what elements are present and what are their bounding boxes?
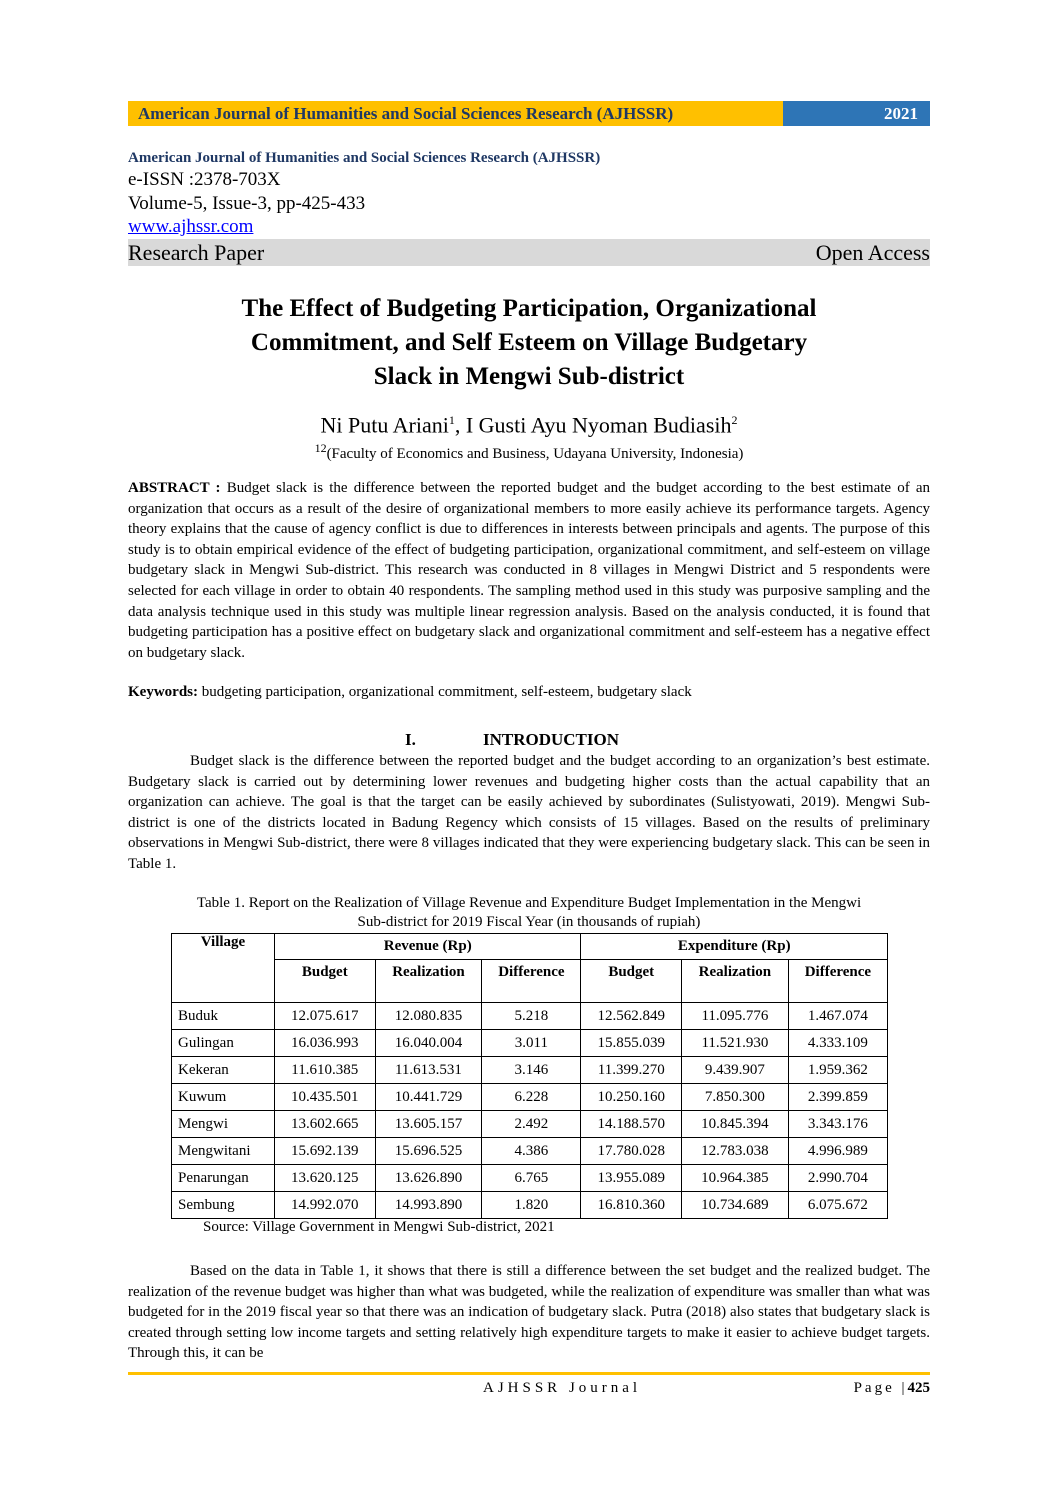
table-body	[172, 1003, 888, 1219]
footer-page-number: 425	[907, 1380, 930, 1396]
col-group-revenue: Revenue (Rp)	[275, 934, 581, 960]
footer-rule	[128, 1372, 930, 1375]
cell-expenditure-budget: 10.250.160	[581, 1084, 682, 1111]
paper-type-bar	[128, 239, 930, 266]
cell-revenue-budget: 10.435.501	[275, 1084, 376, 1111]
col-header-village: Village	[172, 934, 275, 1003]
author-affil-marker: 2	[731, 413, 738, 427]
author-list	[128, 406, 930, 439]
section-title: INTRODUCTION	[483, 730, 620, 749]
abstract	[128, 478, 930, 663]
cell-expenditure-realization: 10.964.385	[682, 1165, 789, 1192]
title-line: The Effect of Budgeting Participation, Organizational	[241, 295, 817, 322]
cell-revenue-realization: 15.696.525	[375, 1138, 482, 1165]
table-row	[172, 1165, 888, 1192]
meta-journal-name: American Journal of Humanities and Social Sciences Research (AJHSSR)	[128, 150, 601, 166]
cell-expenditure-budget: 16.810.360	[581, 1192, 682, 1219]
cell-revenue-budget: 15.692.139	[275, 1138, 376, 1165]
col-header-budget: Budget	[581, 960, 682, 1003]
cell-revenue-difference: 5.218	[482, 1003, 581, 1030]
cell-village: Penarungan	[172, 1165, 275, 1192]
cell-village: Kuwum	[172, 1084, 275, 1111]
cell-expenditure-difference: 4.333.109	[788, 1030, 887, 1057]
author-affiliation	[128, 438, 930, 464]
cell-revenue-realization: 11.613.531	[375, 1057, 482, 1084]
cell-expenditure-realization: 10.845.394	[682, 1111, 789, 1138]
cell-expenditure-budget: 14.188.570	[581, 1111, 682, 1138]
footer-journal: AJHSSR Journal	[483, 1380, 642, 1396]
footer-page	[854, 1378, 930, 1398]
journal-header-bar	[128, 101, 930, 126]
cell-revenue-realization: 14.993.890	[375, 1192, 482, 1219]
body-paragraph: Based on the data in Table 1, it shows that there is still a difference between the set budget and the realized budget. The realization of the revenue budget was higher than what was budgeted, while the realization of expenditure was smaller than what was budgeted for in the 2019 fiscal year so that there was an indication of budgetary slack. Putra (2018) also states that budgetary slack is created through setting low income targets and setting relatively high expenditure targets to make it easier to achieve budget targets. Through this, it can be	[128, 1263, 930, 1362]
cell-expenditure-realization: 11.521.930	[682, 1030, 789, 1057]
cell-revenue-difference: 2.492	[482, 1111, 581, 1138]
intro-paragraph: Budget slack is the difference between the reported budget and the budget according to an organization’s best estimate. Budgetary slack is carried out by determining lower revenues and budgeting higher costs than the actual capability that an organization can achieve. The goal is that the target can be easily achieved by subordinates (Sulistyowati, 2019). Mengwi Sub-district is one of the districts located in Badung Regency which consists of 15 villages. Based on the results of preliminary observations in Mengwi Sub-district, there were 8 villages indicated that they were experiencing budgetary slack. This can be seen in Table 1.	[128, 753, 930, 872]
cell-revenue-budget: 12.075.617	[275, 1003, 376, 1030]
access-type: Open Access	[815, 240, 930, 265]
cell-revenue-budget: 14.992.070	[275, 1192, 376, 1219]
cell-revenue-difference: 3.011	[482, 1030, 581, 1057]
cell-revenue-difference: 3.146	[482, 1057, 581, 1084]
header-journal-name: American Journal of Humanities and Social Sciences Research (AJHSSR)	[128, 101, 783, 126]
cell-village: Mengwi	[172, 1111, 275, 1138]
header-year: 2021	[783, 101, 930, 126]
meta-issn: e-ISSN :2378-703X	[128, 169, 281, 190]
cell-revenue-realization: 10.441.729	[375, 1084, 482, 1111]
caption-line: Table 1. Report on the Realization of Village Revenue and Expenditure Budget Implementation in the Mengwi	[196, 895, 862, 911]
col-header-realization: Realization	[375, 960, 482, 1003]
cell-revenue-budget: 13.620.125	[275, 1165, 376, 1192]
cell-expenditure-budget: 11.399.270	[581, 1057, 682, 1084]
footer-page-label: Page |	[853, 1380, 908, 1396]
meta-volume: Volume-5, Issue-3, pp-425-433	[128, 193, 366, 214]
abstract-text: Budget slack is the difference between the reported budget and the budget according to the best estimate of an organization that occurs as a result of the desire of organizational members to more easily achieve its performance targets. Agency theory explains that the cause of agency conflict is due to differences in interests between principals and agents. The purpose of this study is to obtain empirical evidence of the effect of budgeting participation, organizational commitment, and self-esteem on village budgetary slack in Mengwi Sub-district. This research was conducted in 8 villages in Mengwi District and 5 respondents were selected for each village in order to obtain 40 respondents. The sampling method used in this study was purposive sampling and the data analysis technique used in this study was multiple linear regression analysis. Based on the analysis conducted, it is found that budgeting participation has a positive effect on budgetary slack and organizational commitment and self-esteem has a negative effect on budgetary slack.	[128, 480, 930, 661]
cell-village: Buduk	[172, 1003, 275, 1030]
cell-revenue-realization: 16.040.004	[375, 1030, 482, 1057]
affil-text: (Faculty of Economics and Business, Udayana University, Indonesia)	[326, 446, 744, 462]
table-row	[172, 1030, 888, 1057]
table-row	[172, 1003, 888, 1030]
author-separator: ,	[454, 412, 466, 438]
caption-line: Sub-district for 2019 Fiscal Year (in thousands of rupiah)	[357, 914, 701, 930]
table-row	[172, 1084, 888, 1111]
abstract-label: ABSTRACT :	[128, 480, 221, 496]
keywords-text: budgeting participation, organizational commitment, self-esteem, budgetary slack	[198, 684, 692, 700]
cell-revenue-budget: 13.602.665	[275, 1111, 376, 1138]
journal-metadata	[128, 148, 930, 266]
cell-expenditure-realization: 10.734.689	[682, 1192, 789, 1219]
cell-expenditure-difference: 2.990.704	[788, 1165, 887, 1192]
section-number: I.	[405, 730, 416, 749]
affil-marker: 12	[314, 441, 327, 455]
cell-expenditure-realization: 7.850.300	[682, 1084, 789, 1111]
cell-village: Kekeran	[172, 1057, 275, 1084]
cell-revenue-realization: 12.080.835	[375, 1003, 482, 1030]
cell-revenue-difference: 1.820	[482, 1192, 581, 1219]
cell-expenditure-difference: 6.075.672	[788, 1192, 887, 1219]
journal-website-link[interactable]: www.ajhssr.com	[128, 216, 254, 237]
cell-expenditure-budget: 12.562.849	[581, 1003, 682, 1030]
keywords-label: Keywords:	[128, 684, 198, 700]
cell-revenue-difference: 6.765	[482, 1165, 581, 1192]
cell-revenue-difference: 6.228	[482, 1084, 581, 1111]
paper-type: Research Paper	[128, 240, 265, 265]
table-source: Source: Village Government in Mengwi Sub-district, 2021	[203, 1219, 555, 1235]
author-affil-marker: 1	[448, 413, 455, 427]
col-header-difference: Difference	[788, 960, 887, 1003]
col-header-budget: Budget	[275, 960, 376, 1003]
cell-village: Gulingan	[172, 1030, 275, 1057]
cell-expenditure-difference: 1.467.074	[788, 1003, 887, 1030]
author-name: Ni Putu Ariani	[320, 412, 449, 438]
table-row	[172, 1057, 888, 1084]
paper-title	[128, 292, 930, 394]
cell-revenue-budget: 16.036.993	[275, 1030, 376, 1057]
cell-expenditure-realization: 11.095.776	[682, 1003, 789, 1030]
col-header-realization: Realization	[682, 960, 789, 1003]
author-name: I Gusti Ayu Nyoman Budiasih	[465, 412, 732, 438]
cell-expenditure-budget: 15.855.039	[581, 1030, 682, 1057]
cell-expenditure-difference: 2.399.859	[788, 1084, 887, 1111]
cell-revenue-budget: 11.610.385	[275, 1057, 376, 1084]
table-row	[172, 1138, 888, 1165]
col-group-expenditure: Expenditure (Rp)	[581, 934, 888, 960]
cell-expenditure-difference: 3.343.176	[788, 1111, 887, 1138]
cell-expenditure-difference: 1.959.362	[788, 1057, 887, 1084]
keywords	[128, 682, 930, 702]
budget-table	[171, 933, 888, 1219]
cell-expenditure-realization: 12.783.038	[682, 1138, 789, 1165]
table-row	[172, 1111, 888, 1138]
cell-revenue-difference: 4.386	[482, 1138, 581, 1165]
col-header-difference: Difference	[482, 960, 581, 1003]
cell-revenue-realization: 13.626.890	[375, 1165, 482, 1192]
title-line: Slack in Mengwi Sub-district	[373, 363, 685, 390]
cell-expenditure-budget: 13.955.089	[581, 1165, 682, 1192]
table-caption	[128, 894, 930, 932]
cell-expenditure-realization: 9.439.907	[682, 1057, 789, 1084]
cell-expenditure-budget: 17.780.028	[581, 1138, 682, 1165]
title-line: Commitment, and Self Esteem on Village Budgetary	[250, 329, 808, 356]
cell-expenditure-difference: 4.996.989	[788, 1138, 887, 1165]
cell-village: Mengwitani	[172, 1138, 275, 1165]
table-row	[172, 1192, 888, 1219]
cell-village: Sembung	[172, 1192, 275, 1219]
cell-revenue-realization: 13.605.157	[375, 1111, 482, 1138]
